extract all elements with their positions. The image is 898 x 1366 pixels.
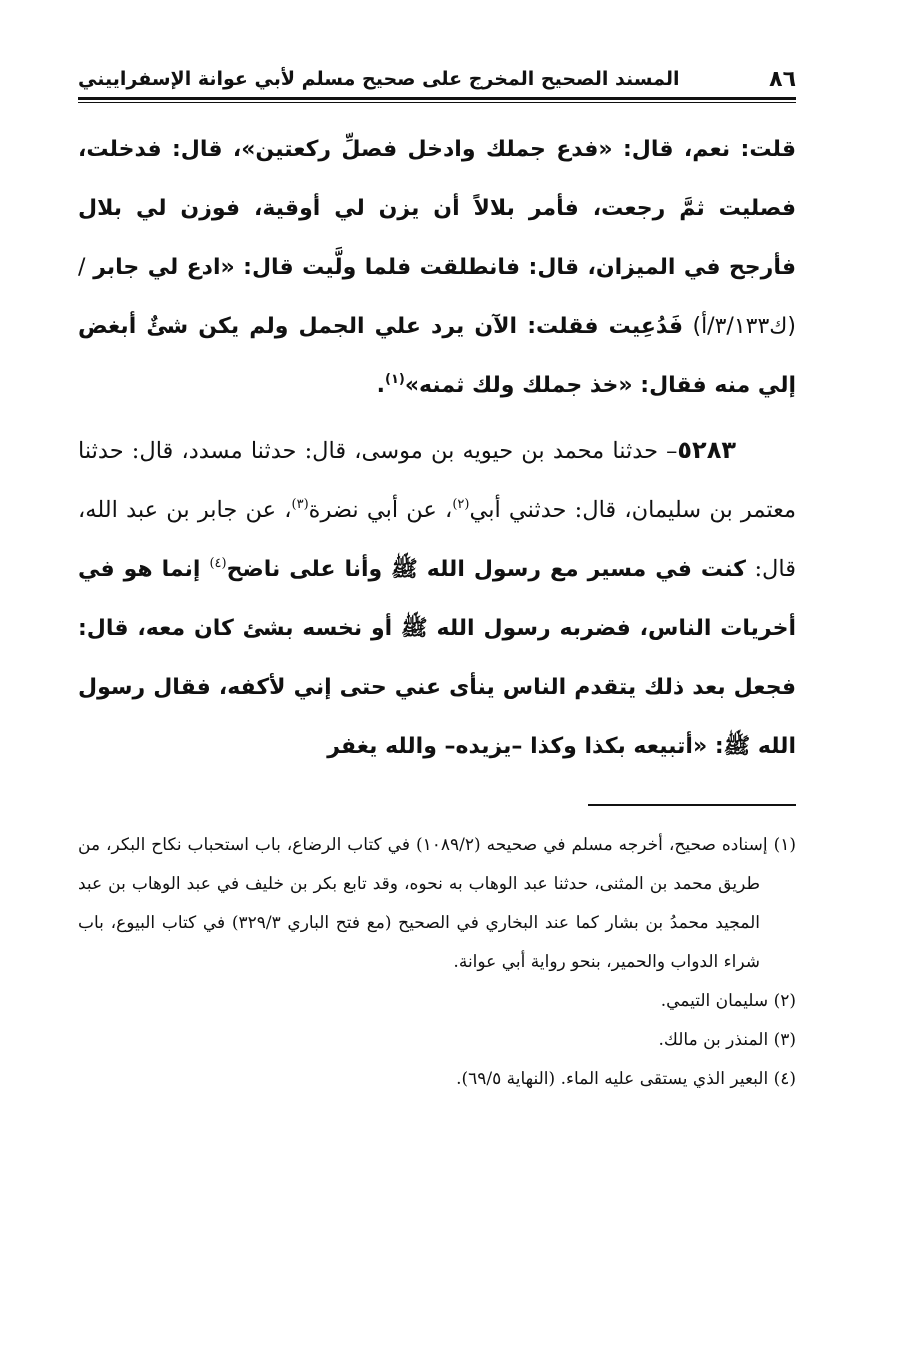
footnote-2: (٢) سليمان التيمي. xyxy=(660,991,796,1011)
text-span: فَدُعِيت فقلت: الآن يرد علي الجمل ولم يكن شئٌ أبغض إلي منه فقال: xyxy=(78,314,796,398)
quote-span: «ادع لي جابر xyxy=(93,255,235,280)
matn-text: كنت في مسير مع رسول الله ﷺ وأنا على ناضح xyxy=(226,557,746,582)
paragraph-continuation xyxy=(78,120,796,415)
text-span: قلت: نعم، قال: xyxy=(612,137,796,162)
quote-span: «فدع جملك وادخل فصلِّ ركعتين» xyxy=(241,137,613,162)
text-span: ، قال: فدخلت، فصليت ثمَّ رجعت، فأمر بلالاً أن يزن لي أوقية، فوزن لي بلال فأرجح في الميزان، قال: فانطلقت فلما ولَّيت قال: xyxy=(78,137,796,280)
quote-span: «أتبيعه بكذا وكذا –يزيده– والله يغفر xyxy=(327,734,708,759)
footnote-marker: (٤) xyxy=(209,556,227,571)
running-title: المسند الصحيح المخرج على صحيح مسلم لأبي عوانة الإسفراييني xyxy=(78,68,680,90)
matn-text: إنما هو في أخريات الناس، فضربه رسول الله ﷺ أو نخسه بشئ كان معه، قال: فجعل بعد ذلك يتقدم الناس ينأى عني حتى إني لأكفه، فقال رسول الله ﷺ: xyxy=(78,557,796,759)
footnotes xyxy=(78,826,796,1099)
footnote-separator xyxy=(588,804,796,806)
footnote-marker: (٣) xyxy=(291,497,309,512)
text-span: . xyxy=(376,373,385,398)
footnote-marker: (٢) xyxy=(452,497,470,512)
header-rule-thin xyxy=(78,102,796,103)
header-rule xyxy=(78,97,796,100)
footnote-3: (٣) المنذر بن مالك. xyxy=(658,1030,796,1050)
footnote-marker: (١) xyxy=(384,372,405,387)
reference-span: / (ك٣/١٣٣/أ) xyxy=(78,255,797,339)
page-number: ٨٦ xyxy=(769,66,796,92)
isnad-text: ، عن جابر بن عبد الله، قال: xyxy=(78,497,796,582)
hadith-paragraph xyxy=(78,421,796,776)
page-header xyxy=(78,58,796,100)
isnad-text: ، عن أبي نضرة xyxy=(308,497,453,523)
quote-span: «خذ جملك ولك ثمنه» xyxy=(404,373,633,398)
footnote-1: (١) إسناده صحيح، أخرجه مسلم في صحيحه (١٠٨٩/٢) في كتاب الرضاع، باب استحباب نكاح البكر، من طريق محمد بن المثنى، حدثنا عبد الوهاب به نحوه، وقد تابع بكر بن خليف في عبد الوهاب بن عبد المجيد محمدُ بن بشار كما عند البخاري في الصحيح (مع فتح الباري ٣٢٩/٣) في كتاب البيوع، باب شراء الدواب والحمير، بنحو رواية أبي عوانة. xyxy=(78,835,796,972)
hadith-number: ٥٢٨٣ xyxy=(677,436,736,464)
main-text xyxy=(78,120,796,776)
isnad-text: – حدثنا محمد بن حيويه بن موسى، قال: حدثنا مسدد، قال: حدثنا معتمر بن سليمان، قال: حدثني أبي xyxy=(78,438,797,523)
footnote-4: (٤) البعير الذي يستقى عليه الماء. (النهاية ٦٩/٥). xyxy=(456,1069,796,1089)
